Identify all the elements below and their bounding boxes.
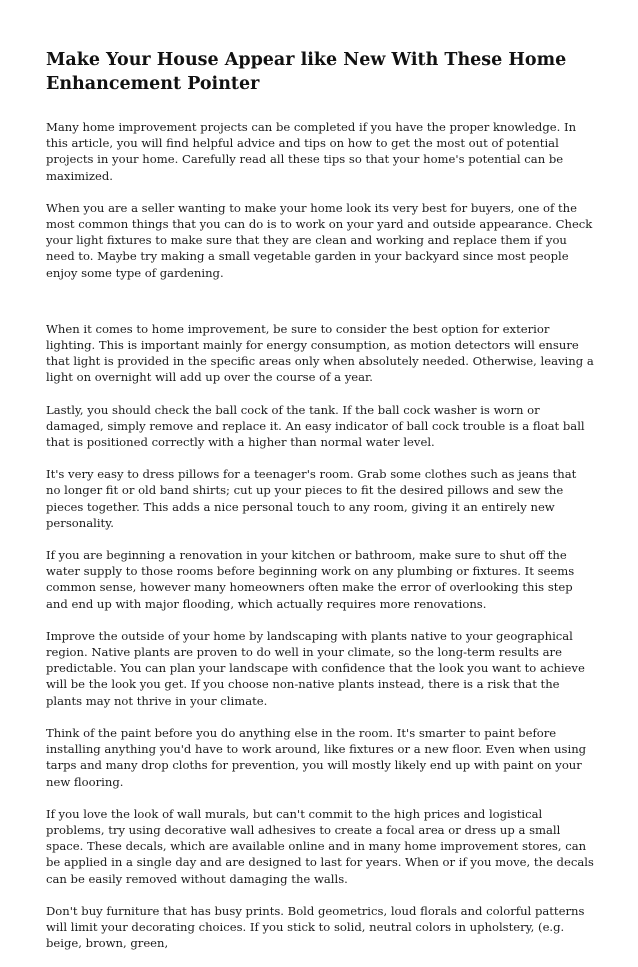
paragraph: When it comes to home improvement, be sure to consider the best option for exterior lighting. This is important mainly for energy consumption, as motion detectors will ensure that light is provided in the specific areas only when absolutely needed. Otherwise, leaving a light on overnight will add up over the course of a year. bbox=[46, 321, 594, 385]
paragraph: Think of the paint before you do anything else in the room. It's smarter to paint before installing anything you'd have to work around, like fixtures or a new floor. Even when using tarps and many drop cloths for prevention, you will mostly likely end up with paint on your new flooring. bbox=[46, 725, 587, 789]
paragraph: When you are a seller wanting to make your home look its very best for buyers, one of the most common things that you can do is to work on your yard and outside appearance. Check your light fixtures to make sure that they are clean and working and replace them if you need to. Maybe try making a small vegetable garden in your backyard since most people enjoy some type of gardening. bbox=[46, 200, 593, 280]
paragraph: If you are beginning a renovation in your kitchen or bathroom, make sure to shut off the water supply to those rooms before beginning work on any plumbing or fixtures. It seems common sense, however many homeowners often make the error of overlooking this step and end up with major flooding, which actually requires more renovations. bbox=[46, 548, 575, 611]
paragraph: Many home improvement projects can be completed if you have the proper knowledge. In this article, you will find helpful advice and tips on how to get the most out of potential projects in your home. Carefully read all these tips so that your home's potential can be maximized. bbox=[46, 120, 577, 183]
paragraph: If you love the look of wall murals, but can't commit to the high prices and logistical problems, try using decorative wall adhesives to create a focal area or dress up a small space. These decals, which are available online and in many home improvement stores, can be applied in a single day and are designed to last for years. When or if you move, the decals can be easily removed without damaging the walls. bbox=[46, 806, 594, 886]
document-title: Make Your House Appear like New With These Home Enhancement Pointer bbox=[46, 50, 567, 94]
paragraph: Improve the outside of your home by landscaping with plants native to your geographical region. Native plants are proven to do well in your climate, so the long-term results are predictable. You can plan your landscape with confidence that the look you want to achieve will be the look you get. If you choose non-native plants instead, there is a risk that the plants may not thrive in your climate. bbox=[46, 628, 585, 708]
paragraph: Lastly, you should check the ball cock of the tank. If the ball cock washer is worn or damaged, simply remove and replace it. An easy indicator of ball cock trouble is a float ball that is positioned correctly with a higher than normal water level. bbox=[46, 402, 585, 450]
paragraph: Don't buy furniture that has busy prints. Bold geometrics, loud florals and colorful patterns will limit your decorating choices. If you stick to solid, neutral colors in upholstery, (e.g. beige, brown, green, bbox=[46, 903, 585, 951]
document-page bbox=[46, 48, 594, 967]
paragraph: It's very easy to dress pillows for a teenager's room. Grab some clothes such as jeans that no longer fit or old band shirts; cut up your pieces to fit the desired pillows and sew the pieces together. This adds a nice personal touch to any room, giving it an entirely new personality. bbox=[46, 467, 577, 530]
